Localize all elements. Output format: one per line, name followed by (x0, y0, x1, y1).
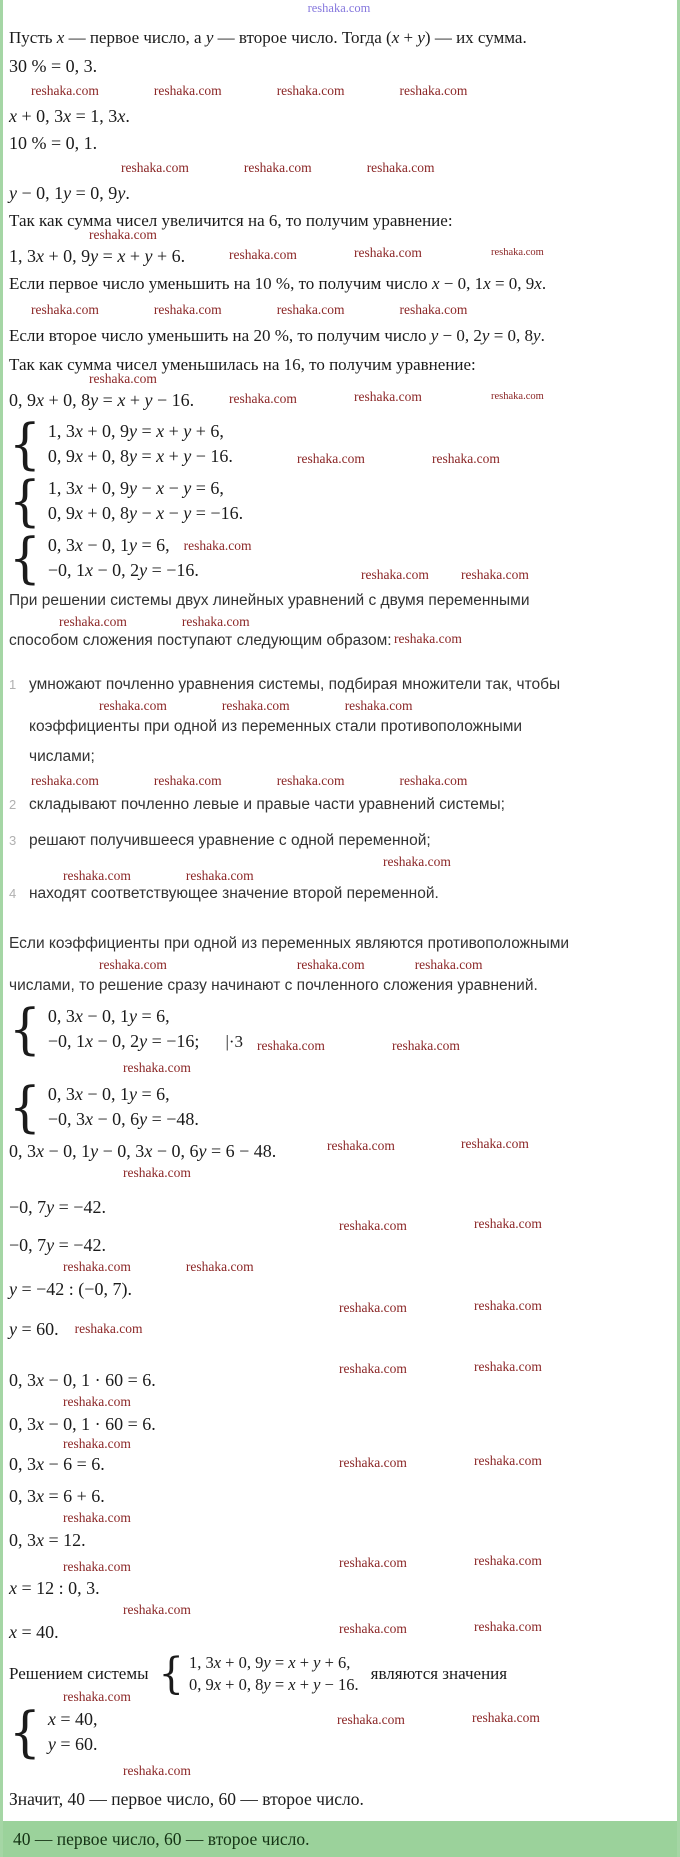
watermark-row (9, 869, 669, 883)
watermark: reshaka.com (461, 1136, 529, 1151)
equation-text: 10 % = 0, 1. (9, 133, 98, 153)
rule-step-line: коэффициенты при одной из переменных стали противоположными (29, 718, 523, 735)
watermark-row (29, 696, 669, 716)
watermark-row (9, 1166, 669, 1180)
system-line (48, 420, 233, 443)
equation-text: 0, 3x − 6 = 6. (9, 1454, 105, 1474)
watermark: reshaka.com (31, 302, 99, 318)
equation-text: x = 12 : 0, 3. (9, 1578, 100, 1598)
equation-text: y = −42 : (−0, 7). (9, 1279, 132, 1299)
watermark: reshaka.com (474, 1216, 542, 1231)
equation-text: 0, 3x = 6 + 6. (9, 1486, 105, 1506)
watermark: reshaka.com (339, 1300, 407, 1315)
left-brace-icon: { (9, 412, 41, 476)
watermark: reshaka.com (123, 1165, 191, 1181)
system-line (48, 559, 252, 582)
paragraph: Если второе число уменьшить на 20 %, то получим число y − 0, 2y = 0, 8y. (9, 326, 545, 345)
watermark: reshaka.com (63, 1259, 131, 1275)
watermark: reshaka.com (339, 1218, 407, 1233)
watermark-row (9, 81, 669, 101)
rule-step-number: 2 (9, 797, 17, 812)
equation-system (9, 526, 669, 590)
rule-step-1 (9, 674, 669, 768)
watermark: reshaka.com (185, 1259, 254, 1275)
equation-text: 0, 3x − 0, 1y = 6, (47, 535, 170, 555)
watermark: reshaka.com (491, 391, 544, 402)
watermark: reshaka.com (339, 1361, 407, 1376)
system-line (48, 1005, 243, 1028)
equation-line (9, 1277, 669, 1301)
watermark: reshaka.com (89, 371, 157, 386)
equation-line (9, 104, 669, 128)
equation-system (9, 469, 669, 533)
note-line: числами, то решение сразу начинают с почленного сложения уравнений. (9, 977, 538, 994)
equation-system (9, 1075, 669, 1139)
equation-text: −0, 1x − 0, 2y = −16; (47, 1031, 200, 1051)
rule-step-4 (9, 883, 669, 905)
rule-step-line: числами; (29, 748, 95, 765)
system-line (48, 1108, 199, 1131)
watermark: reshaka.com (327, 1138, 395, 1153)
equation-text: 0, 9x + 0, 8y = x + y − 16. (47, 446, 233, 466)
watermark: reshaka.com (383, 854, 451, 870)
system-line (48, 1733, 98, 1756)
watermark: reshaka.com (337, 1712, 405, 1727)
watermark: reshaka.com (181, 614, 250, 630)
equation-text: x + 0, 3x = 1, 3x. (9, 106, 130, 126)
watermark: reshaka.com (153, 302, 222, 318)
system-line (48, 1030, 243, 1053)
intro-paragraph: Пусть x — первое число, а y — второе число. Тогда (x + y) — их сумма. (9, 28, 527, 47)
watermark-row (9, 615, 669, 629)
watermark: reshaka.com (185, 868, 254, 884)
equation-text: y − 0, 1y = 0, 9y. (9, 183, 130, 203)
spacer (9, 1180, 669, 1192)
watermark: reshaka.com (474, 1359, 542, 1374)
equation-text: 1, 3x + 0, 9y = x + y + 6, (188, 1653, 351, 1672)
watermark: reshaka.com (63, 1436, 131, 1452)
equation-system (9, 997, 669, 1061)
watermark: reshaka.com (344, 698, 413, 714)
watermark: reshaka.com (296, 957, 365, 973)
rule-step-number: 1 (9, 677, 17, 692)
watermark-row (9, 771, 669, 791)
watermark: reshaka.com (257, 1037, 325, 1053)
system-line (48, 502, 243, 525)
watermark: reshaka.com (63, 1510, 131, 1526)
watermark: reshaka.com (432, 450, 500, 466)
watermark: reshaka.com (123, 1763, 191, 1779)
rule-step-line: решают получившееся уравнение с одной переменной; (29, 832, 431, 849)
watermark-row (9, 1395, 669, 1409)
watermark: reshaka.com (276, 773, 345, 789)
rule-intro-text: способом сложения поступают следующим образом: (9, 632, 392, 649)
equation-text: y = 60. (9, 1319, 59, 1339)
equation-line (9, 131, 669, 155)
watermark: reshaka.com (276, 83, 345, 99)
equation-line (9, 371, 669, 412)
watermark: reshaka.com (297, 450, 365, 466)
equation-text: −0, 7y = −42. (9, 1235, 106, 1255)
watermark: reshaka.com (99, 957, 167, 973)
watermark: reshaka.com (121, 160, 189, 176)
watermark: reshaka.com (366, 160, 435, 176)
watermark: reshaka.com (307, 1, 371, 15)
watermark-row (9, 855, 669, 869)
equation-text: 0, 9x + 0, 8y − x − y = −16. (47, 503, 244, 523)
rule-step-number: 4 (9, 886, 17, 901)
equation-text: −0, 1x − 0, 2y = −16. (47, 560, 199, 580)
equation-line (9, 1452, 669, 1476)
watermark: reshaka.com (399, 302, 468, 318)
conclusion-system (189, 1652, 359, 1695)
watermark: reshaka.com (31, 773, 99, 789)
watermark: reshaka.com (392, 1037, 460, 1053)
equation-line (9, 1298, 669, 1341)
system-line (48, 534, 252, 557)
equation-text: 0, 3x = 12. (9, 1530, 86, 1550)
equation-line (9, 1136, 669, 1163)
answer-bar (3, 1821, 677, 1857)
spacer (9, 1344, 669, 1358)
watermark: reshaka.com (99, 698, 167, 714)
watermark: reshaka.com (59, 614, 127, 630)
equation-text: 0, 9x + 0, 8y = x + y − 16. (188, 1675, 359, 1694)
rule-step-3 (9, 830, 669, 852)
system-line (48, 1083, 199, 1106)
watermark-row (9, 1764, 669, 1778)
left-brace-icon: { (9, 469, 41, 533)
watermark: reshaka.com (474, 1453, 542, 1468)
watermark: reshaka.com (474, 1298, 542, 1313)
equation-line (9, 1484, 669, 1508)
watermark: reshaka.com (399, 83, 468, 99)
system-line (189, 1674, 359, 1695)
equation-text: 0, 3x − 0, 1 · 60 = 6. (9, 1414, 156, 1434)
answer-system (9, 1700, 669, 1764)
equation-text: 0, 3x − 0, 1 · 60 = 6. (9, 1370, 156, 1390)
watermark: reshaka.com (354, 245, 422, 260)
watermark: reshaka.com (153, 83, 222, 99)
equation-text: 0, 3x − 0, 1y = 6, (47, 1084, 170, 1104)
equation-text: 1, 3x + 0, 9y = x + y + 6. (9, 246, 186, 266)
final-sentence: Значит, 40 — первое число, 60 — второе число. (9, 1789, 364, 1809)
left-brace-icon: { (9, 1700, 41, 1764)
conclusion-suffix: являются значения (370, 1663, 508, 1683)
watermark: reshaka.com (229, 247, 297, 262)
watermark: reshaka.com (394, 631, 462, 646)
top-watermark-row (9, 2, 669, 22)
equation-line (9, 1216, 669, 1257)
equation-line (9, 1195, 669, 1219)
watermark: reshaka.com (361, 566, 429, 582)
spacer (9, 908, 669, 930)
equation-text: x = 40, (47, 1709, 98, 1729)
watermark: reshaka.com (339, 1455, 407, 1470)
answer-bar-text: 40 — первое число, 60 — второе число. (13, 1828, 310, 1849)
system-line (48, 445, 233, 468)
equation-text: 1, 3x + 0, 9y − x − y = 6, (47, 478, 224, 498)
watermark: reshaka.com (276, 302, 345, 318)
equation-text: y = 60. (47, 1734, 98, 1754)
equation-text: 0, 9x + 0, 8y = x + y − 16. (9, 390, 195, 410)
watermark: reshaka.com (89, 227, 157, 242)
left-brace-icon: { (9, 1075, 41, 1139)
system-line (48, 1708, 98, 1731)
rule-step-line: умножают почленно уравнения системы, подбирая множители так, чтобы (29, 676, 561, 693)
equation-text: −0, 3x − 0, 6y = −48. (47, 1109, 199, 1129)
multiplier-label: |·3 (225, 1032, 244, 1051)
rule-intro-line: При решении системы двух линейных уравнений с двумя переменными (9, 592, 530, 609)
watermark: reshaka.com (74, 1321, 143, 1337)
watermark-row (9, 1603, 669, 1617)
conclusion-prefix: Решением системы (9, 1663, 149, 1683)
conclusion-row (9, 1648, 669, 1704)
paragraph: Так как сумма чисел уменьшилась на 16, то получим уравнение: (9, 355, 476, 374)
watermark: reshaka.com (63, 868, 131, 884)
watermark: reshaka.com (63, 1559, 131, 1574)
rule-step-line: находят соответствующее значение второй переменной. (29, 885, 439, 902)
rule-step-number: 3 (9, 833, 17, 848)
watermark: reshaka.com (472, 1710, 540, 1725)
watermark-row (9, 1511, 669, 1525)
note-line: Если коэффициенты при одной из переменных являются противоположными (9, 935, 570, 952)
watermark-row (9, 1260, 669, 1274)
watermark-row (9, 1437, 669, 1451)
left-brace-icon: { (9, 997, 41, 1061)
left-brace-icon: { (9, 526, 41, 590)
equation-text: 0, 3x − 0, 1y = 6, (47, 1006, 170, 1026)
watermark: reshaka.com (31, 83, 99, 99)
equation-text: 0, 3x − 0, 1y − 0, 3x − 0, 6y = 6 − 48. (9, 1141, 277, 1161)
paragraph: Если первое число уменьшить на 10 %, то получим число x − 0, 1x = 0, 9x. (9, 274, 547, 293)
equation-text: x = 40. (9, 1622, 59, 1642)
rule-step-2 (9, 794, 669, 816)
watermark: reshaka.com (63, 1688, 131, 1704)
watermark-row (9, 300, 669, 320)
watermark: reshaka.com (221, 698, 290, 714)
system-line (48, 477, 243, 500)
watermark-row (9, 1061, 669, 1075)
system-line (189, 1652, 359, 1673)
equation-line (9, 181, 669, 205)
watermark: reshaka.com (123, 1060, 191, 1076)
equation-line (9, 1412, 669, 1436)
rule-intro-line (9, 630, 669, 652)
equation-line (9, 1528, 669, 1552)
watermark-row (9, 958, 669, 972)
equation-line (9, 1620, 669, 1644)
watermark: reshaka.com (229, 391, 297, 406)
watermark: reshaka.com (153, 773, 222, 789)
watermark: reshaka.com (414, 957, 483, 973)
paragraph: Так как сумма чисел увеличится на 6, то получим уравнение: (9, 211, 453, 230)
equation-line (9, 227, 669, 268)
spacer (9, 655, 669, 671)
equation-text: 1, 3x + 0, 9y = x + y + 6, (47, 421, 224, 441)
watermark: reshaka.com (183, 537, 252, 553)
watermark: reshaka.com (123, 1602, 191, 1618)
left-brace-icon: { (158, 1648, 184, 1699)
equation-line (9, 54, 669, 78)
watermark: reshaka.com (339, 1621, 407, 1636)
watermark: reshaka.com (339, 1555, 407, 1570)
watermark: reshaka.com (399, 773, 468, 789)
watermark: reshaka.com (354, 389, 422, 404)
rule-step-body (29, 674, 669, 768)
watermark: reshaka.com (474, 1619, 542, 1634)
watermark-row (9, 158, 669, 178)
equation-line (9, 1553, 669, 1600)
watermark: reshaka.com (461, 566, 529, 582)
equation-text: 30 % = 0, 3. (9, 56, 98, 76)
watermark: reshaka.com (491, 247, 544, 258)
equation-system (9, 412, 669, 476)
equation-text: −0, 7y = −42. (9, 1197, 106, 1217)
watermark: reshaka.com (243, 160, 312, 176)
equation-line (9, 1359, 669, 1392)
watermark: reshaka.com (63, 1394, 131, 1410)
watermark: reshaka.com (474, 1553, 542, 1568)
rule-step-line: складывают почленно левые и правые части уравнений системы; (29, 796, 505, 813)
